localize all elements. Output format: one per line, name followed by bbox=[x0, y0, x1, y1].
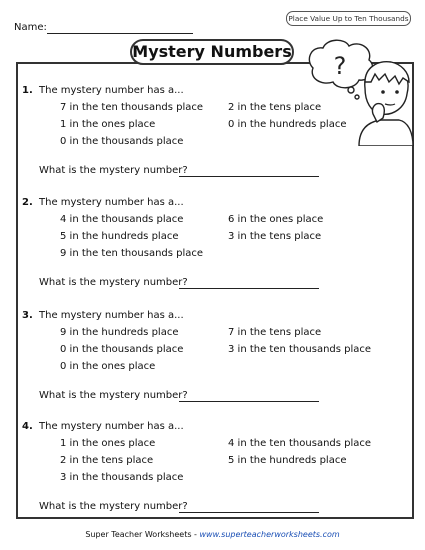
answer-line[interactable] bbox=[179, 401, 319, 402]
name-label: Name: bbox=[14, 22, 47, 33]
footer-url[interactable]: www.superteacherworksheets.com bbox=[199, 530, 340, 539]
problem-number: 1. bbox=[22, 85, 33, 96]
problem-number: 3. bbox=[22, 310, 33, 321]
clue: 3 in the thousands place bbox=[60, 472, 184, 483]
clue: 0 in the hundreds place bbox=[228, 119, 347, 130]
clue: 3 in the ten thousands place bbox=[228, 344, 372, 355]
clue: 9 in the hundreds place bbox=[60, 327, 179, 338]
clue: 9 in the ten thousands place bbox=[60, 248, 204, 259]
topic-tag: Place Value Up to Ten Thousands bbox=[286, 11, 411, 26]
clue: 1 in the ones place bbox=[60, 438, 156, 449]
name-line[interactable] bbox=[47, 33, 193, 34]
answer-line[interactable] bbox=[179, 176, 319, 177]
clue: 5 in the hundreds place bbox=[228, 455, 347, 466]
clue: 4 in the ten thousands place bbox=[228, 438, 372, 449]
problem-intro: The mystery number has a... bbox=[39, 197, 184, 208]
boy-body bbox=[359, 120, 413, 146]
question: What is the mystery number? bbox=[39, 165, 188, 176]
clue: 2 in the tens place bbox=[228, 102, 322, 113]
clue: 5 in the hundreds place bbox=[60, 231, 179, 242]
problem-number: 2. bbox=[22, 197, 33, 208]
clue: 0 in the ones place bbox=[60, 361, 156, 372]
clue: 2 in the tens place bbox=[60, 455, 154, 466]
footer bbox=[0, 530, 425, 539]
problem-intro: The mystery number has a... bbox=[39, 310, 184, 321]
question: What is the mystery number? bbox=[39, 501, 188, 512]
problem-intro: The mystery number has a... bbox=[39, 85, 184, 96]
clue: 7 in the tens place bbox=[228, 327, 322, 338]
clue: 0 in the thousands place bbox=[60, 136, 184, 147]
clue: 7 in the ten thousands place bbox=[60, 102, 204, 113]
problem-number: 4. bbox=[22, 421, 33, 432]
clue: 6 in the ones place bbox=[228, 214, 324, 225]
clue: 1 in the ones place bbox=[60, 119, 156, 130]
footer-brand: Super Teacher Worksheets - bbox=[85, 530, 200, 539]
question: What is the mystery number? bbox=[39, 390, 188, 401]
clue: 4 in the thousands place bbox=[60, 214, 184, 225]
answer-line[interactable] bbox=[179, 512, 319, 513]
boy-hand bbox=[372, 104, 384, 122]
problem-intro: The mystery number has a... bbox=[39, 421, 184, 432]
question: What is the mystery number? bbox=[39, 277, 188, 288]
worksheet-title: Mystery Numbers bbox=[130, 39, 294, 65]
clue: 3 in the tens place bbox=[228, 231, 322, 242]
answer-line[interactable] bbox=[179, 288, 319, 289]
clue: 0 in the thousands place bbox=[60, 344, 184, 355]
bubble-question-mark: ? bbox=[333, 52, 347, 80]
